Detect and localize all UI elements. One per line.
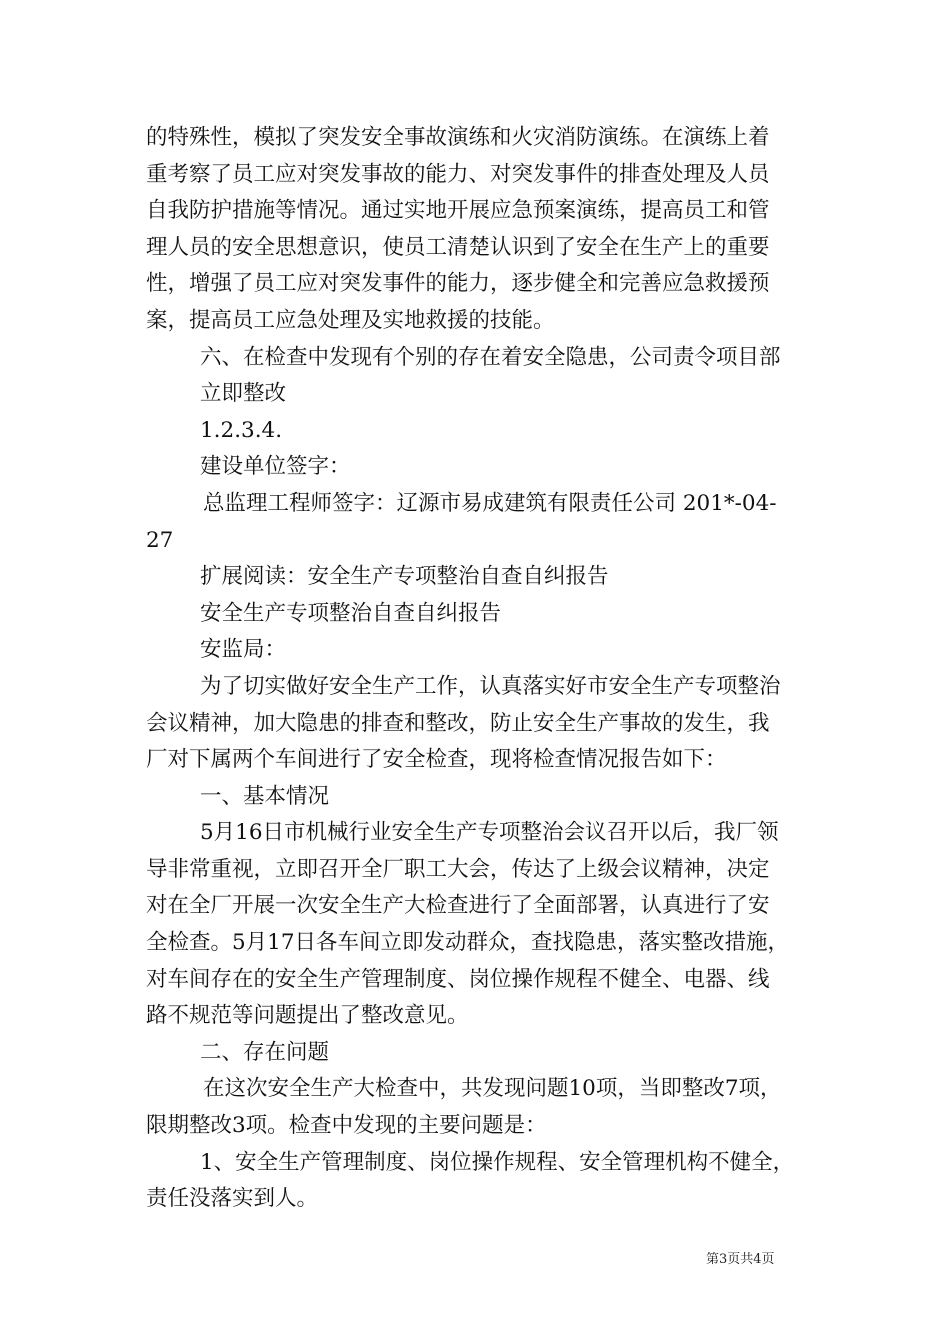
text-line: 六、在检查中发现有个别的存在着安全隐患，公司责令项目部: [200, 344, 781, 370]
text-line: 一、基本情况: [200, 783, 330, 809]
text-line: 建设单位签字：: [200, 454, 351, 480]
text-line: 性，增强了员工应对突发事件的能力，逐步健全和完善应急救援预: [146, 271, 770, 297]
text-line: 安全生产专项整治自查自纠报告: [200, 600, 502, 626]
text-line: 在这次安全生产大检查中，共发现问题10项，当即整改7项，: [203, 1076, 782, 1102]
text-line: 厂对下属两个车间进行了安全检查，现将检查情况报告如下：: [146, 747, 727, 773]
text-line: 安监局：: [200, 637, 287, 663]
text-line: 为了切实做好安全生产工作，认真落实好市安全生产专项整治: [200, 673, 781, 699]
text-line: 总监理工程师签字：辽源市易成建筑有限责任公司 201*-04-: [203, 490, 777, 516]
text-line: 全检查。5月17日各车间立即发动群众，查找隐患，落实整改措施，: [146, 930, 790, 956]
text-line: 1.2.3.4.: [200, 417, 283, 443]
text-line: 对在全厂开展一次安全生产大检查进行了全面部署，认真进行了安: [146, 893, 770, 919]
text-line: 案，提高员工应急处理及实地救援的技能。: [146, 307, 555, 333]
text-line: 限期整改3项。检查中发现的主要问题是：: [146, 1113, 547, 1139]
text-line: 自我防护措施等情况。通过实地开展应急预案演练，提高员工和管: [146, 198, 770, 224]
text-line: 27: [146, 527, 174, 553]
text-line: 1、安全生产管理制度、岗位操作规程、安全管理机构不健全，: [200, 1149, 795, 1175]
text-line: 责任没落实到人。: [146, 1186, 319, 1212]
text-line: 立即整改: [200, 381, 287, 407]
text-line: 的特殊性，模拟了突发安全事故演练和火灾消防演练。在演练上着: [146, 125, 770, 150]
text-line: 理人员的安全思想意识，使员工清楚认识到了安全在生产上的重要: [146, 234, 770, 260]
text-line: 重考察了员工应对突发事故的能力、对突发事件的排查处理及人员: [146, 161, 770, 187]
text-line: 导非常重视，立即召开全厂职工大会，传达了上级会议精神，决定: [146, 856, 770, 882]
page-number-footer: 第3页共4页: [706, 1252, 775, 1267]
text-line: 对车间存在的安全生产管理制度、岗位操作规程不健全、电器、线: [146, 966, 770, 992]
text-line: 扩展阅读：安全生产专项整治自查自纠报告: [200, 564, 609, 590]
text-line: 会议精神，加大隐患的排查和整改，防止安全生产事故的发生，我: [146, 710, 770, 736]
document-body: [146, 120, 811, 1218]
text-line: 5月16日市机械行业安全生产专项整治会议召开以后，我厂领: [200, 820, 779, 846]
text-line: 二、存在问题: [200, 1039, 330, 1065]
text-line: 路不规范等问题提出了整改意见。: [146, 1003, 469, 1029]
